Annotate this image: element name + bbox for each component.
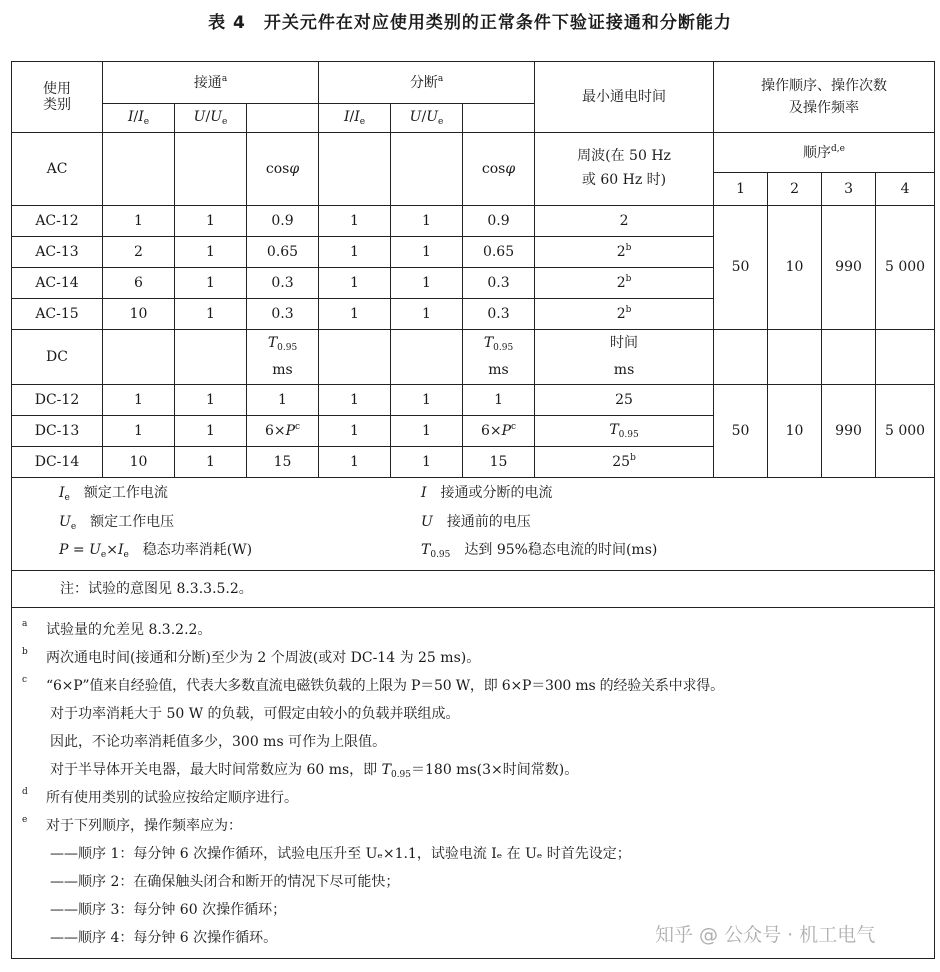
cell: 10 <box>103 447 175 478</box>
seq-num-2: 2 <box>768 173 822 206</box>
cell: 15 <box>463 447 535 478</box>
cell: 1 <box>319 447 391 478</box>
header-min-on-time: 最小通电时间 <box>535 62 714 133</box>
header-break-i: $I/I_e$ <box>319 104 391 133</box>
watermark: 知乎 @ 公众号 · 机工电气 <box>655 924 876 946</box>
ac-empty-4 <box>391 133 463 206</box>
note-row <box>12 571 935 608</box>
cell: 1 <box>319 237 391 268</box>
cell: 1 <box>319 416 391 447</box>
cell: 0.3 <box>247 268 319 299</box>
row-cat: AC-15 <box>12 299 103 330</box>
header-category: 使用 类别 <box>12 62 103 133</box>
cell: 0.65 <box>463 237 535 268</box>
footnote-a: a 试验量的允差见 8.3.2.2。 <box>22 619 212 638</box>
footnote-c-line4: 对于半导体开关电器，最大时间常数应为 60 ms，即 $T_{0.95}=180$ ms(3×时间常数)。 <box>50 762 579 780</box>
dc-seq-empty-2 <box>768 330 822 385</box>
footnote-b: b 两次通电时间(接通和分断)至少为 2 个周波(或对 DC-14 为 25 ms)。 <box>22 647 481 666</box>
row-cat: AC-12 <box>12 206 103 237</box>
row-cat: DC-12 <box>12 385 103 416</box>
cell: 1 <box>175 416 247 447</box>
cell: $6\times P^c$ <box>247 416 319 447</box>
cell: 1 <box>391 268 463 299</box>
dc-seq-empty-1 <box>714 330 768 385</box>
dc-make-t: $T_{0.95}$ ms <box>247 330 319 385</box>
cell: 2$^b$ <box>535 237 714 268</box>
cell: 1 <box>391 237 463 268</box>
cell: 1 <box>103 206 175 237</box>
cell: 1 <box>175 447 247 478</box>
cell: 1 <box>319 268 391 299</box>
dc-seq-2: 10 <box>768 385 822 478</box>
main-table <box>11 61 935 959</box>
ac-break-cos: cosφ <box>463 133 535 206</box>
footnote-e-4: ——顺序 4：每分钟 6 次操作循环。 <box>50 930 278 946</box>
cell: 1 <box>103 416 175 447</box>
cell: 10 <box>103 299 175 330</box>
footnotes-row <box>12 608 935 959</box>
dc-seq-4: 5 000 <box>876 385 935 478</box>
header-break-u: $U/U_e$ <box>391 104 463 133</box>
table-row <box>12 385 935 416</box>
legend-i: I 接通或分断的电流 <box>421 485 553 501</box>
cell: 1 <box>391 206 463 237</box>
cell: 1 <box>319 385 391 416</box>
cell: 15 <box>247 447 319 478</box>
cell: 0.9 <box>247 206 319 237</box>
dc-label: DC <box>12 330 103 385</box>
dc-empty-4 <box>391 330 463 385</box>
legend-t: $T_{0.95}$ 达到 95%稳态电流的时间(ms) <box>421 542 658 560</box>
ac-empty-3 <box>319 133 391 206</box>
cell: 2$^b$ <box>535 299 714 330</box>
footnote-e: e 对于下列顺序，操作频率应为： <box>22 815 242 834</box>
table-row <box>12 206 935 237</box>
cell: 0.3 <box>463 268 535 299</box>
table-title: 表 4 开关元件在对应使用类别的正常条件下验证接通和分断能力 <box>208 13 732 33</box>
row-cat: DC-13 <box>12 416 103 447</box>
cell: 1 <box>175 299 247 330</box>
seq-num-4: 4 <box>876 173 935 206</box>
cell: 2 <box>535 206 714 237</box>
footnote-c-line2: 对于功率消耗大于 50 W 的负载，可假定由较小的负载并联组成。 <box>50 706 460 722</box>
legend <box>12 478 935 571</box>
dc-seq-1: 50 <box>714 385 768 478</box>
cell: 1 <box>175 237 247 268</box>
cell: 1 <box>175 385 247 416</box>
dc-seq-3: 990 <box>822 385 876 478</box>
cell: 1 <box>391 447 463 478</box>
cell: 1 <box>391 416 463 447</box>
dc-empty-1 <box>103 330 175 385</box>
legend-ue: $U_e$ 额定工作电压 <box>59 514 175 532</box>
footnote-d: d 所有使用类别的试验应按给定顺序进行。 <box>22 787 298 806</box>
cell: 1 <box>319 206 391 237</box>
footnote-e-1: ——顺序 1：每分钟 6 次操作循环，试验电压升至 Uₑ×1.1，试验电流 Iₑ 在 Uₑ 时首先设定； <box>50 846 631 862</box>
cell: 0.65 <box>247 237 319 268</box>
row-cat: AC-13 <box>12 237 103 268</box>
ac-cycles: 周波(在 50 Hz 或 60 Hz 时) <box>535 133 714 206</box>
footnote-e-3: ——顺序 3：每分钟 60 次操作循环； <box>50 902 287 918</box>
header-ops: 操作顺序、操作次数 及操作频率 <box>714 62 935 133</box>
legend-u: U 接通前的电压 <box>421 514 531 530</box>
header-make-u: $U/U_e$ <box>175 104 247 133</box>
seq-num-3: 3 <box>822 173 876 206</box>
main-note: 注：试验的意图见 8.3.3.5.2。 <box>12 571 935 608</box>
seq-num-1: 1 <box>714 173 768 206</box>
row-cat: DC-14 <box>12 447 103 478</box>
row-cat: AC-14 <box>12 268 103 299</box>
ac-empty-1 <box>103 133 175 206</box>
ac-seq-1: 50 <box>714 206 768 330</box>
dc-break-t: $T_{0.95}$ ms <box>463 330 535 385</box>
cell: 1 <box>247 385 319 416</box>
cell: 0.3 <box>463 299 535 330</box>
cell: $T_{0.95}$ <box>535 416 714 447</box>
ac-seq-3: 990 <box>822 206 876 330</box>
cell: 0.9 <box>463 206 535 237</box>
footnote-c: c “6×P”值来自经验值，代表大多数直流电磁铁负载的上限为 P＝50 W，即 6×P＝300 ms 的经验关系中求得。 <box>22 675 724 694</box>
footnotes <box>12 608 935 959</box>
legend-p: $P = U_e\times I_e$ 稳态功率消耗(W) <box>59 542 253 560</box>
header-break: 分断$^a$ <box>319 62 535 104</box>
header-make-empty <box>247 104 319 133</box>
cell: 2 <box>103 237 175 268</box>
footnote-c-line3: 因此，不论功率消耗值多少，300 ms 可作为上限值。 <box>50 734 387 750</box>
ac-seq-4: 5 000 <box>876 206 935 330</box>
dc-seq-empty-3 <box>822 330 876 385</box>
cell: 0.3 <box>247 299 319 330</box>
cell: $6\times P^c$ <box>463 416 535 447</box>
footnote-e-2: ——顺序 2：在确保触头闭合和断开的情况下尽可能快； <box>50 874 400 890</box>
dc-seq-empty-4 <box>876 330 935 385</box>
cell: 1 <box>103 385 175 416</box>
ac-seq-2: 10 <box>768 206 822 330</box>
cell: 25$^b$ <box>535 447 714 478</box>
ac-make-cos: cosφ <box>247 133 319 206</box>
cell: 1 <box>391 385 463 416</box>
cell: 1 <box>175 206 247 237</box>
legend-row <box>12 478 935 571</box>
cell: 1 <box>319 299 391 330</box>
ac-empty-2 <box>175 133 247 206</box>
cell: 1 <box>175 268 247 299</box>
header-make: 接通$^a$ <box>103 62 319 104</box>
cell: 2$^b$ <box>535 268 714 299</box>
sequence-header: 顺序$^{d,e}$ <box>714 133 935 173</box>
header-break-empty <box>463 104 535 133</box>
ac-label: AC <box>12 133 103 206</box>
legend-ie: $I_e$ 额定工作电流 <box>59 485 168 503</box>
cell: 1 <box>391 299 463 330</box>
cell: 1 <box>463 385 535 416</box>
header-make-i: $I/I_e$ <box>103 104 175 133</box>
dc-empty-3 <box>319 330 391 385</box>
cell: 25 <box>535 385 714 416</box>
dc-time: 时间 ms <box>535 330 714 385</box>
cell: 6 <box>103 268 175 299</box>
dc-empty-2 <box>175 330 247 385</box>
